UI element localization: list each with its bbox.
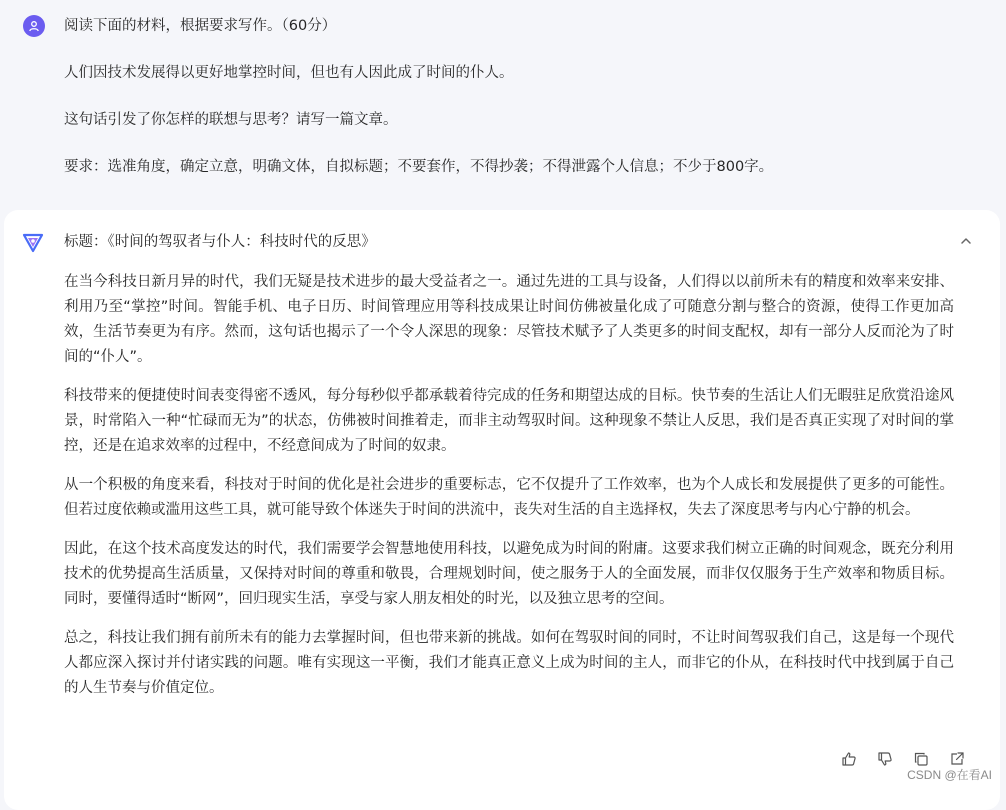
bot-avatar [20, 229, 46, 255]
share-icon [949, 751, 965, 767]
collapse-button[interactable] [958, 233, 974, 249]
user-message-text [64, 14, 964, 202]
user-line: 要求：选准角度，确定立意，明确文体，自拟标题；不要套作，不得抄袭；不得泄露个人信息；不少于800字。 [64, 159, 774, 175]
answer-paragraph: 从一个积极的角度来看，科技对于时间的优化是社会进步的重要标志，它不仅提升了工作效率，也为个人成长和发展提供了更多的可能性。但若过度依赖或滥用这些工具，就可能导致个体迷失于时间的洪流中，丧失对生活的自主选择权，失去了深度思考与内心宁静的机会。 [64, 477, 954, 518]
user-line: 这句话引发了你怎样的联想与思考？请写一篇文章。 [64, 112, 398, 128]
copy-icon [913, 751, 929, 767]
answer-paragraph: 总之，科技让我们拥有前所未有的能力去掌握时间，但也带来新的挑战。如何在驾驭时间的同时，不让时间驾驭我们自己，这是每一个现代人都应深入探讨并付诸实践的问题。唯有实现这一平衡，我们才能真正意义上成为时间的主人，而非它的仆从，在科技时代中找到属于自己的人生节奏与价值定位。 [64, 630, 954, 696]
dislike-button[interactable] [874, 748, 896, 770]
chevron-up-icon [958, 233, 974, 249]
answer-title: 标题：《时间的驾驭者与仆人：科技时代的反思》 [64, 234, 376, 250]
user-icon [28, 20, 40, 32]
like-button[interactable] [838, 748, 860, 770]
thumbs-up-icon [841, 751, 857, 767]
user-message-block [0, 0, 1006, 205]
csdn-credit: CSDN @在看AI [907, 768, 992, 782]
user-avatar [23, 15, 45, 37]
assistant-logo-icon [20, 229, 46, 255]
answer-body [64, 270, 954, 715]
answer-paragraph: 在当今科技日新月异的时代，我们无疑是技术进步的最大受益者之一。通过先进的工具与设备，人们得以以前所未有的精度和效率来安排、利用乃至“掌控”时间。智能手机、电子日历、时间管理应用等科技成果让时间仿佛被量化成了可随意分割与整合的资源，使得工作更加高效，生活节奏更为有序。然而，这句话也揭示了一个令人深思的现象：尽管技术赋予了人类更多的时间支配权，却有一部分人反而沦为了时间的“仆人”。 [64, 274, 954, 365]
user-line: 阅读下面的材料，根据要求写作。（60分） [64, 18, 337, 34]
user-line: 人们因技术发展得以更好地掌控时间，但也有人因此成了时间的仆人。 [64, 65, 514, 81]
answer-paragraph: 因此，在这个技术高度发达的时代，我们需要学会智慧地使用科技，以避免成为时间的附庸。这要求我们树立正确的时间观念，既充分利用技术的优势提高生活质量，又保持对时间的尊重和敬畏，合理规划时间，使之服务于人的全面发展，而非仅仅服务于生产效率和物质目标。同时，要懂得适时“断网”，回归现实生活，享受与家人朋友相处的时光，以及独立思考的空间。 [64, 541, 954, 607]
answer-paragraph: 科技带来的便捷使时间表变得密不透风，每分每秒似乎都承载着待完成的任务和期望达成的目标。快节奏的生活让人们无暇驻足欣赏沿途风景，时常陷入一种“忙碌而无为”的状态，仿佛被时间推着走，而非主动驾驭时间。这种现象不禁让人反思，我们是否真正实现了对时间的掌控，还是在追求效率的过程中，不经意间成为了时间的奴隶。 [64, 388, 954, 454]
thumbs-down-icon [877, 751, 893, 767]
